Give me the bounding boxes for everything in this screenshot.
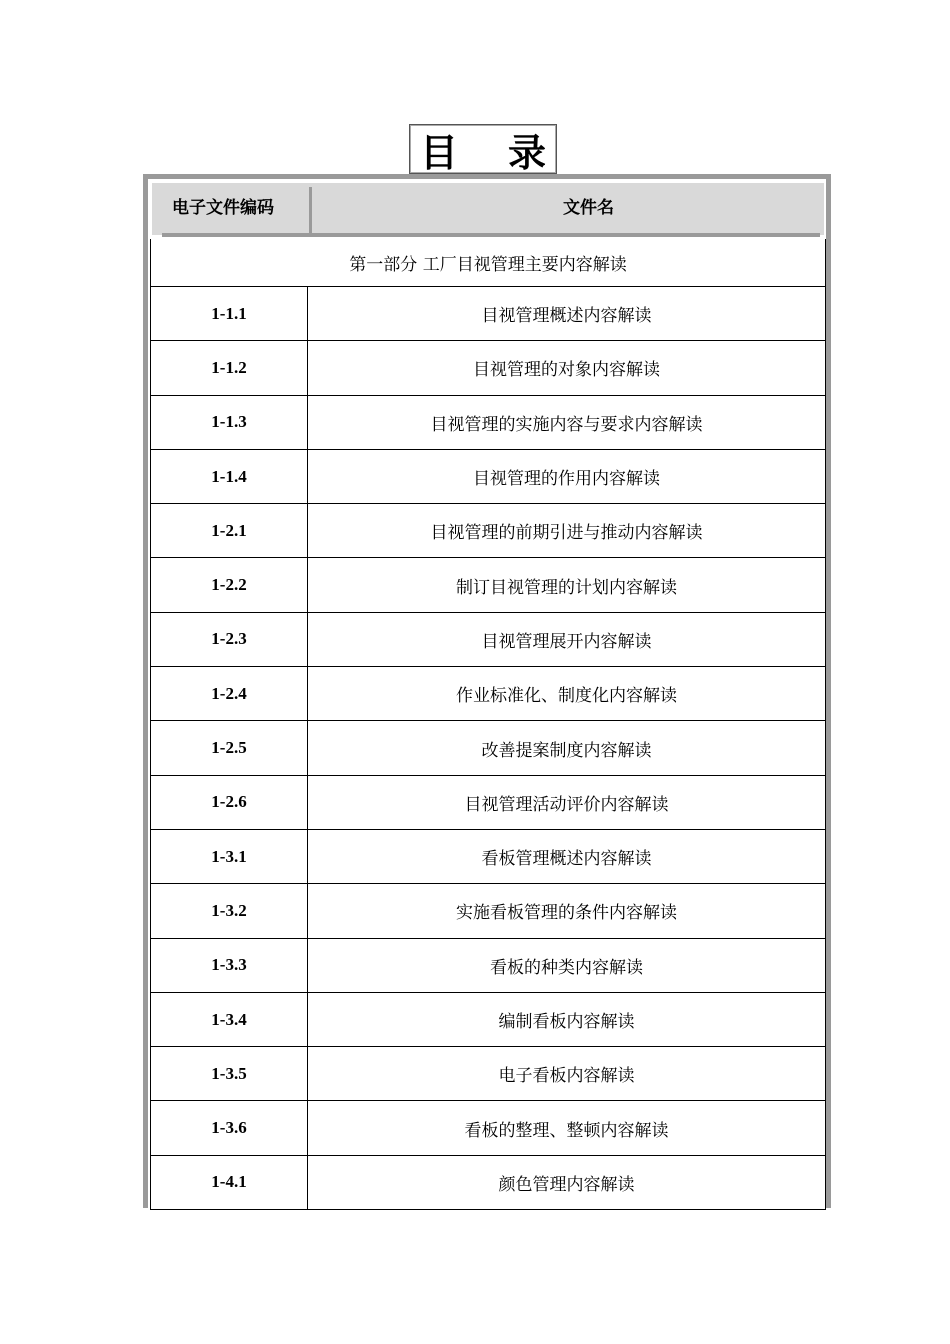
row-name[interactable]: 作业标准化、制度化内容解读 (456, 686, 677, 707)
section-row (151, 239, 825, 287)
row-name[interactable]: 制订目视管理的计划内容解读 (456, 577, 677, 598)
row-code: 1-3.4 (151, 993, 308, 1046)
row-name[interactable]: 编制看板内容解读 (498, 1012, 635, 1032)
row-code: 1-2.1 (151, 504, 308, 557)
page-title-char-2: 录 (508, 130, 547, 175)
row-code: 1-2.3 (151, 613, 308, 666)
page-title-char-1: 目 (419, 130, 458, 175)
table-row (151, 558, 825, 612)
header-separator (309, 187, 312, 235)
table-row (151, 939, 825, 993)
row-name[interactable]: 目视管理活动评价内容解读 (464, 794, 669, 815)
table-row (151, 1156, 825, 1210)
page-title (409, 124, 557, 174)
row-name[interactable]: 目视管理的前期引进与推动内容解读 (430, 523, 703, 544)
row-name[interactable]: 改善提案制度内容解读 (481, 740, 652, 761)
table-row (151, 993, 825, 1047)
row-code: 1-4.1 (151, 1156, 308, 1209)
row-name[interactable]: 目视管理概述内容解读 (481, 306, 652, 327)
table-header (152, 183, 824, 235)
table-row (151, 613, 825, 667)
row-code: 1-3.5 (151, 1047, 308, 1100)
row-name[interactable]: 看板管理概述内容解读 (481, 849, 652, 870)
table-row (151, 667, 825, 721)
table-row (151, 504, 825, 558)
table-row (151, 1047, 825, 1101)
table-row (151, 1101, 825, 1155)
table-row (151, 341, 825, 395)
row-code: 1-3.3 (151, 939, 308, 992)
table-row (151, 450, 825, 504)
row-name[interactable]: 实施看板管理的条件内容解读 (456, 903, 677, 924)
table-row (151, 884, 825, 938)
table-body (150, 239, 826, 1210)
row-code: 1-3.2 (151, 884, 308, 937)
table-row (151, 776, 825, 830)
row-name[interactable]: 目视管理的实施内容与要求内容解读 (430, 414, 703, 435)
row-name[interactable]: 看板的种类内容解读 (490, 957, 643, 978)
row-name[interactable]: 看板的整理、整顿内容解读 (464, 1120, 669, 1141)
toc-table (143, 174, 831, 1208)
row-code: 1-1.1 (151, 287, 308, 340)
row-name[interactable]: 电子看板内容解读 (498, 1066, 635, 1087)
row-name[interactable]: 目视管理的对象内容解读 (473, 360, 660, 381)
table-row (151, 830, 825, 884)
header-underline (162, 233, 820, 237)
row-name[interactable]: 目视管理的作用内容解读 (473, 469, 660, 490)
row-code: 1-3.6 (151, 1101, 308, 1154)
row-code: 1-2.6 (151, 776, 308, 829)
table-row (151, 287, 825, 341)
header-name: 文件名 (563, 198, 614, 218)
row-code: 1-1.4 (151, 450, 308, 503)
row-code: 1-1.2 (151, 341, 308, 394)
row-name[interactable]: 颜色管理内容解读 (498, 1174, 635, 1195)
table-row (151, 721, 825, 775)
row-code: 1-2.5 (151, 721, 308, 774)
row-code: 1-3.1 (151, 830, 308, 883)
row-code: 1-2.2 (151, 558, 308, 611)
row-code: 1-1.3 (151, 396, 308, 449)
table-row (151, 396, 825, 450)
row-name[interactable]: 目视管理展开内容解读 (481, 631, 652, 652)
section-title: 第一部分 工厂目视管理主要内容解读 (349, 255, 627, 275)
row-code: 1-2.4 (151, 667, 308, 720)
header-code: 电子文件编码 (172, 198, 274, 218)
